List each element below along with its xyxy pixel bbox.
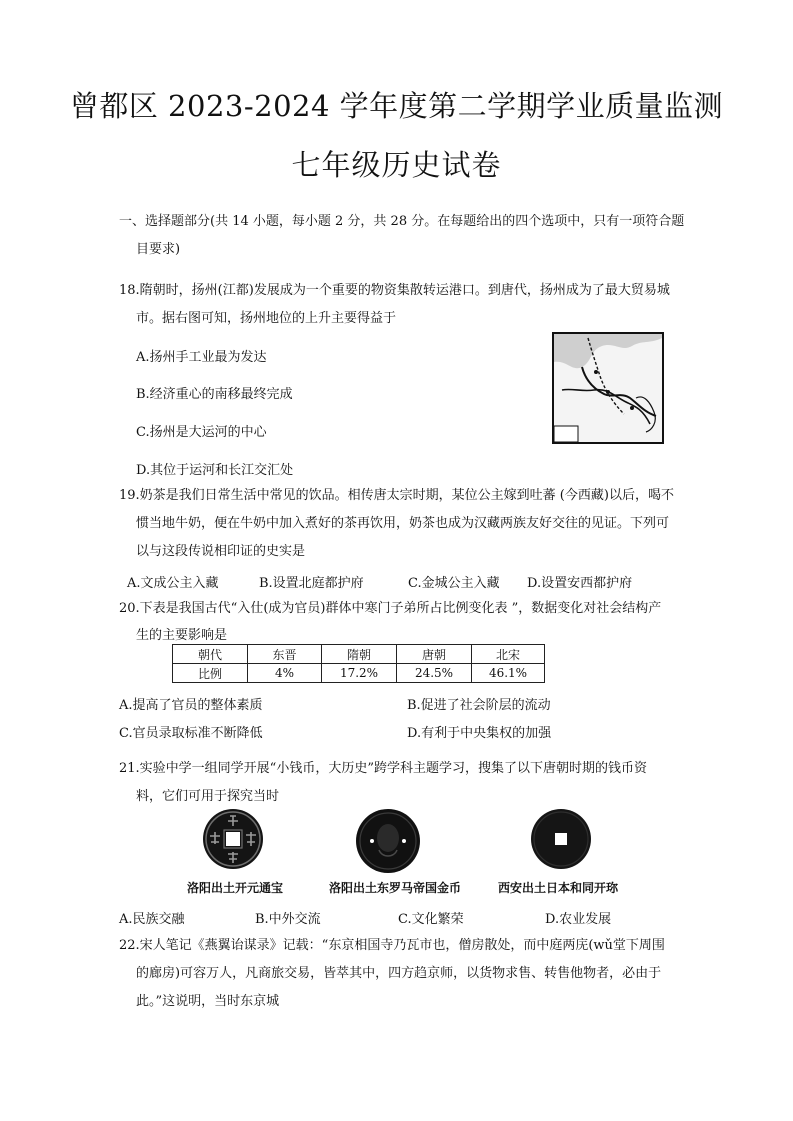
table-header-row bbox=[173, 645, 545, 664]
wado-kaichin-coin-image bbox=[530, 808, 592, 870]
kaiyuan-tongbao-coin-image bbox=[202, 808, 264, 870]
q18-line-2: 市。据右图可知，扬州地位的上升主要得益于 bbox=[136, 311, 397, 326]
q20-option-b[interactable]: B.促进了社会阶层的流动 bbox=[407, 698, 551, 713]
q18-option-a[interactable]: A.扬州手工业最为发达 bbox=[136, 350, 267, 365]
coin-caption-kaiyuan: 洛阳出土开元通宝 bbox=[187, 881, 284, 895]
q18-option-c[interactable]: C.扬州是大运河的中心 bbox=[136, 425, 267, 440]
q20-option-d[interactable]: D.有利于中央集权的加强 bbox=[407, 726, 552, 741]
q22-line-1: 22.宋人笔记《燕翼诒谋录》记载：“东京相国寺乃瓦市也，僧房散处，而中庭两庑(wǔ堂下周围 bbox=[119, 938, 665, 953]
q19-line-3: 以与这段传说相印证的史实是 bbox=[136, 544, 306, 559]
table-row bbox=[173, 664, 545, 683]
q22-line-2: 的廊房)可容万人，凡商旅交易，皆萃其中，四方趋京师，以货物求售、转售他物者，必由于 bbox=[136, 966, 662, 981]
q18-option-d[interactable]: D.其位于运河和长江交汇处 bbox=[136, 463, 294, 478]
coin-caption-byzantine: 洛阳出土东罗马帝国金币 bbox=[329, 881, 462, 895]
q21-option-a[interactable]: A.民族交融 bbox=[119, 912, 185, 927]
table-cell: 朝代 bbox=[173, 645, 248, 664]
q21-option-d[interactable]: D.农业发展 bbox=[545, 912, 612, 927]
table-cell: 46.1% bbox=[472, 664, 545, 683]
table-cell: 北宋 bbox=[472, 645, 545, 664]
q19-option-a[interactable]: A.文成公主入藏 bbox=[127, 576, 219, 591]
q20-line-2: 生的主要影响是 bbox=[136, 628, 228, 643]
table-cell: 东晋 bbox=[248, 645, 322, 664]
q19-option-c[interactable]: C.金城公主入藏 bbox=[408, 576, 500, 591]
ratio-table bbox=[172, 644, 545, 683]
q22-line-3: 此。”这说明，当时东京城 bbox=[136, 994, 280, 1009]
table-cell: 24.5% bbox=[397, 664, 472, 683]
table-cell: 4% bbox=[248, 664, 322, 683]
q21-option-c[interactable]: C.文化繁荣 bbox=[398, 912, 464, 927]
coin-caption-japanese: 西安出土日本和同开珎 bbox=[498, 881, 619, 895]
q21-line-2: 料，它们可用于探究当时 bbox=[136, 789, 280, 804]
table-cell: 比例 bbox=[173, 664, 248, 683]
q18-line-1: 18.隋朝时，扬州(江都)发展成为一个重要的物资集散转运港口。到唐代，扬州成为了最大贸易城 bbox=[119, 283, 670, 298]
page-subtitle: 七年级历史试卷 bbox=[291, 148, 502, 182]
q18-option-b[interactable]: B.经济重心的南移最终完成 bbox=[136, 387, 293, 402]
q21-option-b[interactable]: B.中外交流 bbox=[255, 912, 321, 927]
byzantine-gold-coin-image bbox=[355, 808, 421, 874]
q19-line-2: 惯当地牛奶，便在牛奶中加入煮好的茶再饮用，奶茶也成为汉藏两族友好交往的见证。下列可 bbox=[136, 516, 670, 531]
page-title: 曾都区 2023-2024 学年度第二学期学业质量监测 bbox=[69, 89, 724, 123]
q19-option-b[interactable]: B.设置北庭都护府 bbox=[259, 576, 364, 591]
section-line-2: 目要求) bbox=[136, 242, 181, 257]
q20-option-c[interactable]: C.官员录取标准不断降低 bbox=[119, 726, 263, 741]
grand-canal-map-image bbox=[552, 332, 664, 444]
section-line-1: 一、选择题部分(共 14 小题，每小题 2 分，共 28 分。在每题给出的四个选项中，只有一项符合题 bbox=[119, 214, 685, 229]
q19-option-d[interactable]: D.设置安西都护府 bbox=[527, 576, 633, 591]
table-cell: 唐朝 bbox=[397, 645, 472, 664]
table-cell: 隋朝 bbox=[322, 645, 397, 664]
q20-option-a[interactable]: A.提高了官员的整体素质 bbox=[119, 698, 263, 713]
table-cell: 17.2% bbox=[322, 664, 397, 683]
q21-line-1: 21.实验中学一组同学开展“小钱币，大历史”跨学科主题学习，搜集了以下唐朝时期的钱币资 bbox=[119, 761, 647, 776]
q19-line-1: 19.奶茶是我们日常生活中常见的饮品。相传唐太宗时期，某位公主嫁到吐蕃 (今西藏)以后，喝不 bbox=[119, 488, 674, 503]
q20-line-1: 20.下表是我国古代“入仕(成为官员)群体中寒门子弟所占比例变化表 ”，数据变化对社会结构产 bbox=[119, 601, 662, 616]
